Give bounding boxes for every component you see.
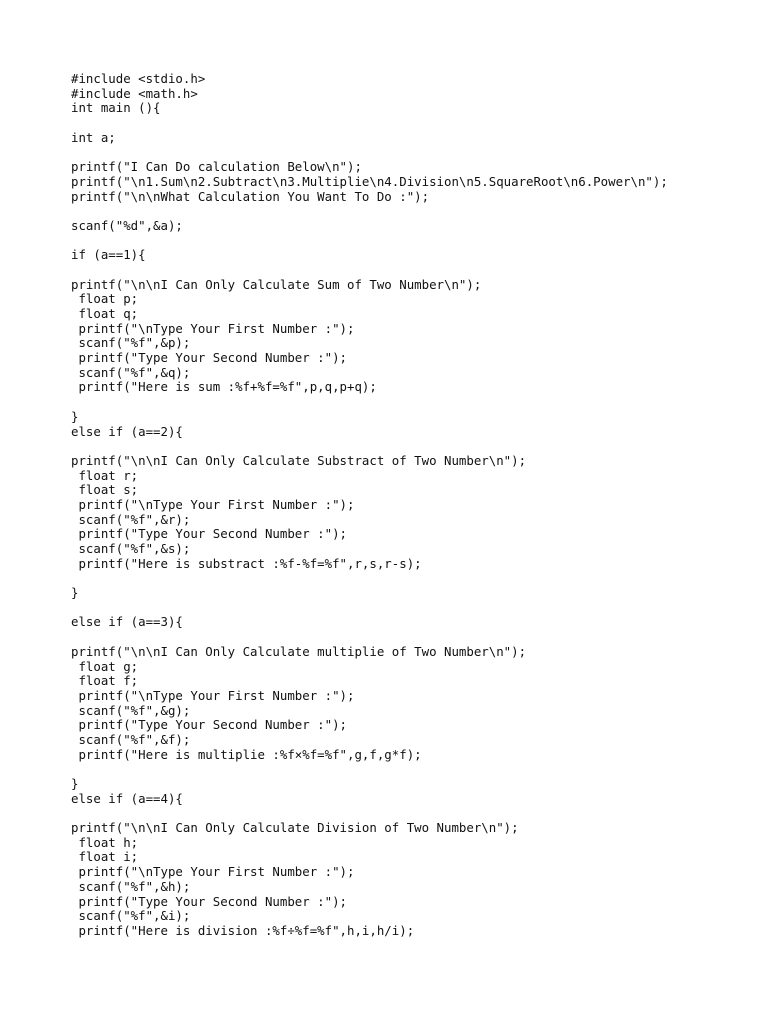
code-line: printf("\nType Your First Number :"); bbox=[71, 687, 355, 703]
code-line: } bbox=[71, 776, 79, 791]
code-line: printf("\nType Your First Number :"); bbox=[71, 496, 355, 512]
code-line: scanf("%f",&r); bbox=[71, 511, 191, 527]
code-line: float i; bbox=[71, 849, 139, 865]
code-line: scanf("%f",&g); bbox=[71, 702, 191, 718]
code-line: scanf("%f",&h); bbox=[71, 878, 191, 894]
code-line: printf("Type Your Second Number :"); bbox=[71, 893, 348, 909]
code-line: printf("\n\nI Can Only Calculate multiplie of Two Number\n"); bbox=[71, 643, 527, 659]
code-line: scanf("%f",&s); bbox=[71, 541, 191, 556]
code-line: float q; bbox=[71, 306, 139, 321]
code-line bbox=[71, 204, 751, 219]
code-line bbox=[71, 145, 751, 160]
code-line bbox=[71, 263, 751, 278]
code-line: #include <stdio.h> bbox=[71, 71, 206, 86]
code-line: scanf("%d",&a); bbox=[71, 217, 183, 233]
code-line: printf("\n\nI Can Only Calculate Substract of Two Number\n"); bbox=[71, 452, 527, 468]
code-listing bbox=[71, 72, 751, 939]
code-line: printf("\n1.Sum\n2.Subtract\n3.Multiplie\n4.Division\n5.SquareRoot\n6.Power\n"); bbox=[71, 173, 668, 189]
code-line bbox=[71, 762, 751, 777]
code-line: float r; bbox=[71, 467, 139, 483]
code-line: } bbox=[71, 408, 79, 424]
code-line bbox=[71, 571, 751, 586]
code-line: float f; bbox=[71, 673, 139, 689]
code-line: printf("\n\nI Can Only Calculate Division of Two Number\n"); bbox=[71, 820, 519, 836]
code-line: float g; bbox=[71, 658, 139, 674]
code-line: printf("Here is sum :%f+%f=%f",p,q,p+q); bbox=[71, 379, 377, 395]
code-line: printf("\nType Your First Number :"); bbox=[71, 320, 355, 336]
code-line bbox=[71, 439, 751, 454]
code-line bbox=[71, 806, 751, 821]
code-line: else if (a==4){ bbox=[71, 790, 183, 806]
code-line: else if (a==2){ bbox=[71, 423, 183, 439]
code-line: int a; bbox=[71, 129, 116, 145]
code-line: printf("\n\nWhat Calculation You Want To Do :"); bbox=[71, 188, 430, 204]
code-line bbox=[71, 601, 751, 616]
code-line: scanf("%f",&p); bbox=[71, 335, 191, 351]
code-line: printf("Type Your Second Number :"); bbox=[71, 717, 348, 733]
code-line: printf("I Can Do calculation Below\n"); bbox=[71, 159, 362, 175]
code-line: int main (){ bbox=[71, 100, 161, 116]
code-line: printf("Here is multiplie :%f×%f=%f",g,f,g*f); bbox=[71, 746, 422, 762]
code-line: printf("\n\nI Can Only Calculate Sum of Two Number\n"); bbox=[71, 276, 482, 292]
code-line: printf("Here is division :%f÷%f=%f",h,i,h/i); bbox=[71, 922, 415, 938]
code-line bbox=[71, 116, 751, 131]
code-line bbox=[71, 234, 751, 249]
code-line: } bbox=[71, 585, 79, 601]
code-line: #include <math.h> bbox=[71, 85, 198, 101]
code-line: float s; bbox=[71, 482, 139, 498]
code-line: printf("Type Your Second Number :"); bbox=[71, 350, 348, 366]
code-line: printf("\nType Your First Number :"); bbox=[71, 864, 355, 880]
code-line: scanf("%f",&i); bbox=[71, 908, 191, 924]
code-line bbox=[71, 395, 751, 410]
code-line: float p; bbox=[71, 291, 139, 307]
code-line: scanf("%f",&f); bbox=[71, 731, 191, 747]
code-line: float h; bbox=[71, 834, 139, 850]
code-line bbox=[71, 630, 751, 645]
code-line: scanf("%f",&q); bbox=[71, 364, 191, 380]
code-line: printf("Here is substract :%f-%f=%f",r,s,r-s); bbox=[71, 555, 422, 571]
code-line: printf("Type Your Second Number :"); bbox=[71, 526, 348, 542]
code-line: if (a==1){ bbox=[71, 247, 146, 263]
code-line: else if (a==3){ bbox=[71, 614, 183, 630]
